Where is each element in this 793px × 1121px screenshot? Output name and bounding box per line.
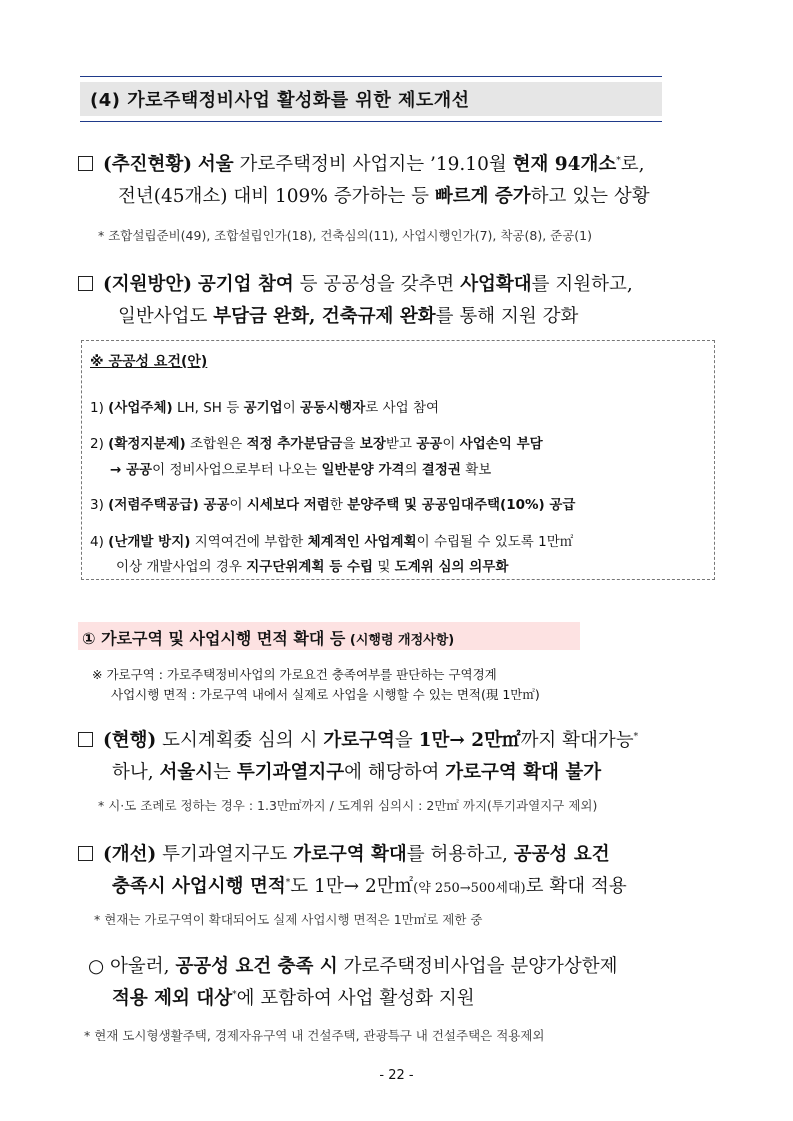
requirement-item-4-detail: 이상 개발사업의 경우 지구단위계획 등 수립 및 도계위 심의 의무화 [116, 559, 509, 575]
current-paragraph-line2: 하나, 서울시는 투기과열지구에 해당하여 가로구역 확대 불가 [112, 762, 602, 783]
status-highlight: 현재 94개소 [512, 154, 617, 175]
section-title: (4) 가로주택정비사업 활성화를 위한 제도개선 [90, 90, 470, 111]
support-text: 를 통해 지원 강화 [435, 306, 579, 327]
support-paragraph-line2 [118, 302, 578, 328]
support-highlight: 공기업 참여 [197, 274, 294, 295]
requirement-item-4: 4) (난개발 방지) 지역여건에 부합한 체계적인 사업계획이 수립될 수 있도록 1만㎡ [90, 534, 574, 550]
definition-note-2: 사업시행 면적 : 가로구역 내에서 실제로 사업을 시행할 수 있는 면적(現 1만㎡) [111, 687, 540, 702]
support-label: (지원방안) [103, 274, 192, 295]
support-paragraph-line1 [78, 270, 633, 296]
also-paragraph-line2: 적용 제외 대상*에 포함하여 사업 활성화 지원 [112, 988, 475, 1009]
status-text: 가로주택정비 사업지는 ’19.10월 [233, 154, 513, 175]
requirement-item-2-detail: → 공공이 정비사업으로부터 나오는 일반분양 가격의 결정권 확보 [110, 462, 492, 478]
support-highlight: 사업확대 [460, 274, 532, 295]
improve-paragraph-line1: (개선) 투기과열지구도 가로구역 확대를 허용하고, 공공성 요건 [78, 840, 610, 866]
checkbox-icon [78, 846, 93, 861]
requirements-title: ※ 공공성 요건(안) [90, 354, 208, 370]
support-text: 를 지원하고, [531, 274, 633, 295]
checkbox-icon [78, 732, 93, 747]
status-text: 로, [620, 154, 645, 175]
support-highlight: 부담금 완화, 건축규제 완화 [213, 306, 436, 327]
requirement-item-3: 3) (저렴주택공급) 공공이 시세보다 저렴한 분양주택 및 공공임대주택(10%) 공급 [90, 497, 576, 513]
improve-paragraph-line2: 충족시 사업시행 면적*도 1만→ 2만㎡(약 250→500세대)로 확대 적용 [112, 876, 627, 897]
checkbox-icon [78, 156, 93, 171]
status-text: 하고 있는 상황 [530, 186, 650, 207]
checkbox-icon [78, 276, 93, 291]
status-label: (추진현황) [103, 154, 192, 175]
subsection-header [78, 622, 580, 650]
footnote-mark: * [616, 155, 621, 166]
support-text: 일반사업도 [118, 306, 214, 327]
also-footnote: * 현재 도시형생활주택, 경제자유구역 내 건설주택, 관광특구 내 건설주택은 적용제외 [84, 1028, 545, 1043]
improve-footnote: * 현재는 가로구역이 확대되어도 실제 사업시행 면적은 1만㎡로 제한 중 [94, 912, 483, 927]
page-number: - 22 - [379, 1068, 414, 1083]
requirement-item-2: 2) (확정지분제) 조합원은 적정 추가분담금을 보장받고 공공이 사업손익 부담 [90, 436, 543, 452]
support-text: 등 공공성을 갖추면 [293, 274, 461, 295]
status-paragraph-line2 [118, 182, 650, 208]
definition-note-1: ※ 가로구역 : 가로주택정비사업의 가로요건 충족여부를 판단하는 구역경계 [92, 667, 497, 682]
status-highlight: 빠르게 증가 [434, 186, 531, 207]
also-paragraph-line1: ○ 아울러, 공공성 요건 충족 시 가로주택정비사업을 분양가상한제 [88, 956, 618, 977]
current-paragraph-line1: (현행) 도시계획委 심의 시 가로구역을 1만→ 2만㎡까지 확대가능* [78, 726, 638, 752]
subsection-title: ① 가로구역 및 사업시행 면적 확대 등 (시행령 개정사항) [82, 629, 455, 648]
status-text: 서울 [197, 154, 234, 175]
section-header [80, 76, 662, 122]
status-paragraph-line1 [78, 150, 645, 176]
status-text: 전년(45개소) 대비 109% 증가하는 등 [118, 186, 435, 207]
requirement-item-1: 1) (사업주체) LH, SH 등 공기업이 공동시행자로 사업 참여 [90, 400, 440, 416]
current-footnote: * 시·도 조례로 정하는 경우 : 1.3만㎡까지 / 도계위 심의시 : 2만㎡ 까지(투기과열지구 제외) [98, 798, 598, 813]
status-footnote: * 조합설립준비(49), 조합설립인가(18), 건축심의(11), 사업시행인가(7), 착공(8), 준공(1) [98, 228, 593, 243]
